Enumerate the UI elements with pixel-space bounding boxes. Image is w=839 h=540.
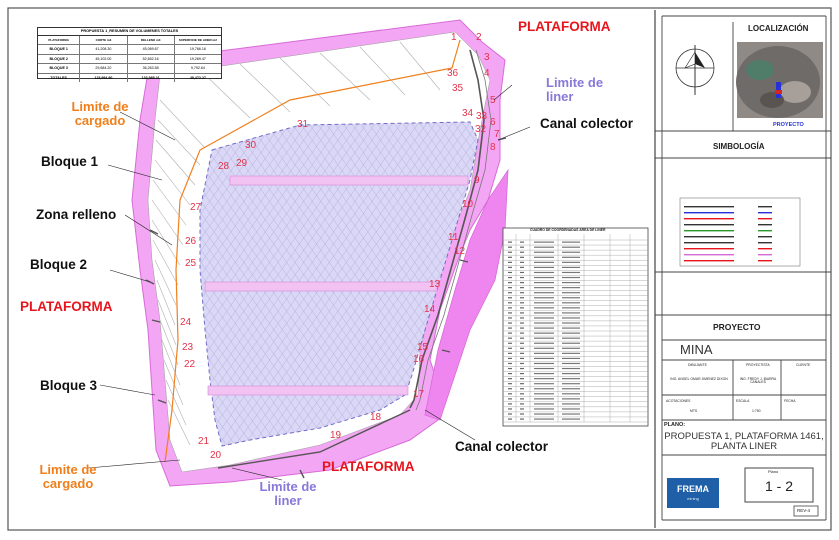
volumes-table-cell: 45,069.67: [128, 45, 175, 53]
coord-table-cell: [534, 338, 554, 339]
coord-table-cell: [562, 307, 580, 308]
point-number-36: 36: [447, 68, 459, 79]
point-number-23: 23: [182, 342, 194, 353]
coord-table-cell: [534, 373, 554, 374]
point-number-2: 2: [476, 32, 482, 43]
volumes-table-cell: 115,994.90: [80, 74, 127, 82]
coord-table-cell: [534, 277, 554, 278]
coord-table-cell: [508, 368, 512, 369]
coord-table-cell: [562, 257, 580, 258]
coord-table-cell: [562, 267, 580, 268]
limite-cargado-label-bottom: Limite de cargado: [39, 462, 97, 491]
coord-table-cell: [534, 252, 554, 253]
coord-table-cell: [562, 327, 580, 328]
coord-table-cell: [520, 302, 524, 303]
volumes-table-title: PROPUESTA 1_RESUMEN DE VOLUMENES TOTALES: [38, 28, 221, 36]
coord-table-cell: [534, 408, 554, 409]
volumes-table-row: [38, 45, 221, 54]
coord-table-cell: [534, 383, 554, 384]
point-number-17: 17: [413, 389, 425, 400]
volumes-table-cell: 133,985.21: [128, 74, 175, 82]
coord-table-cell: [508, 343, 512, 344]
coord-table-cell: [520, 353, 524, 354]
volumes-table-cell: BLOQUE 1: [38, 45, 80, 53]
volumes-table-cell: 41,208.30: [80, 45, 127, 53]
proyecto-tag: PROYECTO: [773, 122, 804, 128]
point-number-28: 28: [218, 161, 230, 172]
coord-table-cell: [520, 393, 524, 394]
legend-entry-symbol: [758, 212, 772, 213]
coord-table-cell: [508, 297, 512, 298]
coord-table-cell: [534, 262, 554, 263]
coordinate-table: [503, 228, 648, 426]
volumes-table-header-cell: SUPERFICIE DE LINER m2: [178, 38, 217, 42]
coord-table-cell: [520, 383, 524, 384]
coord-table-cell: [508, 408, 512, 409]
point-number-8: 8: [490, 142, 496, 153]
coord-table-cell: [562, 282, 580, 283]
coord-table-cell: [562, 343, 580, 344]
volumes-table-cell: 29,684.20: [80, 64, 127, 72]
coord-table-cell: [508, 272, 512, 273]
logo-subtext: mining: [687, 496, 699, 501]
point-number-21: 21: [198, 436, 210, 447]
coord-table-cell: [508, 252, 512, 253]
volumes-table-header: [38, 36, 221, 45]
point-number-31: 31: [297, 119, 309, 130]
role-cliente: CLIENTE: [796, 363, 811, 367]
bloque-2-label: Bloque 2: [30, 257, 88, 272]
coord-table-cell: [520, 368, 524, 369]
coord-table-cell: [520, 378, 524, 379]
point-number-15: 15: [417, 342, 429, 353]
coord-table-cell: [534, 413, 554, 414]
simbologia-heading: SIMBOLOGÍA: [713, 142, 765, 151]
point-number-24: 24: [180, 317, 192, 328]
volumes-table-cell: TOTALES: [38, 74, 80, 82]
coord-table-cell: [534, 378, 554, 379]
coord-table-cell: [534, 267, 554, 268]
canal-colector-label-right: Canal colector: [540, 116, 634, 131]
legend-entry-text: [684, 212, 734, 213]
coord-table-cell: [534, 247, 554, 248]
coord-table-cell: [520, 343, 524, 344]
point-number-29: 29: [236, 158, 248, 169]
coord-table-cell: [508, 282, 512, 283]
coord-table-cell: [562, 418, 580, 419]
coord-table-cell: [534, 333, 554, 334]
coord-table-cell: [534, 368, 554, 369]
point-number-35: 35: [452, 83, 464, 94]
coord-table-cell: [508, 363, 512, 364]
coord-table-cell: [520, 333, 524, 334]
coord-table-cell: [534, 317, 554, 318]
coord-table-cell: [520, 282, 524, 283]
coord-table-cell: [508, 403, 512, 404]
volumes-table-row: [38, 64, 221, 73]
coord-table-cell: [534, 358, 554, 359]
coord-table-cell: [562, 272, 580, 273]
legend-entry-symbol: [758, 260, 772, 261]
meta-escala-label: ESCALA: [736, 399, 750, 403]
legend-entry-symbol: [758, 218, 772, 219]
legend-entry-symbol: [758, 254, 772, 255]
coord-table-cell: [520, 388, 524, 389]
volumes-table-cell: 36,263.58: [128, 64, 175, 72]
coord-table-cell: [508, 267, 512, 268]
legend-entry-symbol: [758, 224, 772, 225]
coord-table-cell: [562, 262, 580, 263]
coord-table-cell: [562, 297, 580, 298]
coord-table-cell: [508, 373, 512, 374]
coord-table-cell: [508, 353, 512, 354]
coord-table-cell: [520, 317, 524, 318]
coord-table-cell: [562, 358, 580, 359]
coord-table-cell: [520, 348, 524, 349]
coord-table-cell: [520, 307, 524, 308]
legend-entry-text: [684, 218, 734, 219]
coord-table-cell: [520, 252, 524, 253]
coord-table-cell: [562, 333, 580, 334]
coord-table-cell: [508, 242, 512, 243]
coord-table-cell: [534, 257, 554, 258]
coord-table-cell: [562, 393, 580, 394]
coord-table-cell: [562, 247, 580, 248]
point-number-6: 6: [490, 117, 496, 128]
revision-label: REV-4: [797, 508, 811, 513]
coord-table-cell: [520, 363, 524, 364]
coord-table-cell: [508, 277, 512, 278]
point-number-4: 4: [484, 68, 490, 79]
point-number-34: 34: [462, 108, 474, 119]
coord-table-cell: [534, 322, 554, 323]
legend-entry-symbol: [758, 248, 772, 249]
bloque-1-label: Bloque 1: [41, 154, 99, 169]
coord-table-cell: [534, 292, 554, 293]
plataforma-label-top: PLATAFORMA: [518, 19, 611, 34]
point-number-13: 13: [429, 279, 441, 290]
coord-table-cell: [562, 292, 580, 293]
plataforma-label-left: PLATAFORMA: [20, 299, 113, 314]
coord-table-cell: [520, 247, 524, 248]
coord-table-cell: [562, 378, 580, 379]
volumes-summary-table: [37, 27, 222, 79]
project-name: MINA: [680, 342, 713, 357]
coord-table-cell: [562, 287, 580, 288]
coord-table-cell: [508, 393, 512, 394]
limite-liner-label-right: Limite de liner: [546, 75, 604, 104]
coord-table-cell: [508, 257, 512, 258]
volumes-table-header-cell: PLATAFORMA: [38, 36, 80, 44]
point-number-7: 7: [494, 129, 500, 140]
coord-table-cell: [534, 388, 554, 389]
coord-table-cell: [508, 247, 512, 248]
coord-table-cell: [520, 257, 524, 258]
coord-table-cell: [520, 267, 524, 268]
sheet-number: 1 - 2: [764, 478, 793, 494]
coord-table-title: CUADRO DE COORDENADAS AREA DE LINER: [530, 228, 606, 232]
coord-table-cell: [508, 333, 512, 334]
coord-table-cell: [520, 398, 524, 399]
legend-entry-text: [684, 236, 734, 237]
bloque-3-label: Bloque 3: [40, 378, 98, 393]
limite-liner-label-bottom: Limite de liner: [259, 479, 317, 508]
legend-entry-text: [684, 230, 734, 231]
point-number-18: 18: [370, 412, 382, 423]
coord-table-cell: [534, 307, 554, 308]
coord-table-cell: [508, 348, 512, 349]
volumes-table-cell: 19,269.47: [189, 56, 206, 61]
volumes-table-cell: 52,652.16: [128, 55, 175, 63]
coord-table-cell: [562, 317, 580, 318]
coord-table-cell: [508, 302, 512, 303]
coord-table-cell: [562, 353, 580, 354]
legend-entry-text: [684, 224, 734, 225]
coord-table-cell: [520, 272, 524, 273]
coord-table-cell: [562, 348, 580, 349]
coord-table-cell: [534, 363, 554, 364]
point-number-32: 32: [475, 124, 487, 135]
canal-colector-label-bottom: Canal colector: [455, 439, 549, 454]
coord-table-cell: [562, 403, 580, 404]
meta-acotaciones-label: ACOTACIONES: [666, 399, 691, 403]
point-number-10: 10: [462, 199, 474, 210]
point-number-30: 30: [245, 140, 257, 151]
coord-table-cell: [508, 287, 512, 288]
coord-table-cell: [562, 398, 580, 399]
coord-table-cell: [562, 383, 580, 384]
point-number-12: 12: [454, 246, 466, 257]
coord-table-cell: [534, 327, 554, 328]
coord-table-cell: [534, 343, 554, 344]
coord-table-cell: [508, 383, 512, 384]
legend-entry-symbol: [758, 242, 772, 243]
coord-table-cell: [534, 242, 554, 243]
coord-table-cell: [534, 302, 554, 303]
role-dibujante: DIBUJANTE: [688, 363, 707, 367]
meta-escala-value: 1:750: [752, 409, 761, 413]
coord-table-cell: [508, 312, 512, 313]
coord-table-cell: [562, 408, 580, 409]
coord-table-cell: [534, 297, 554, 298]
point-number-26: 26: [185, 236, 197, 247]
volumes-table-header-cell: RELLENO m3: [128, 36, 175, 44]
coord-table-cell: [520, 373, 524, 374]
plano-title: PROPUESTA 1, PLATAFORMA 1461, PLANTA LINER: [664, 431, 824, 453]
coord-table-cell: [562, 312, 580, 313]
coord-table-cell: [534, 272, 554, 273]
volumes-table-cell: 45,102.00: [80, 55, 127, 63]
point-number-9: 9: [474, 175, 480, 186]
north-arrow-icon: [676, 45, 714, 95]
coord-table-cell: [520, 297, 524, 298]
coord-table-cell: [520, 242, 524, 243]
coord-table-cell: [520, 358, 524, 359]
point-number-11: 11: [448, 232, 459, 243]
coord-table-cell: [508, 317, 512, 318]
point-number-14: 14: [424, 304, 436, 315]
point-number-27: 27: [190, 202, 202, 213]
coord-table-cell: [520, 287, 524, 288]
coord-table-cell: [534, 312, 554, 313]
localizacion-heading: LOCALIZACIÓN: [748, 24, 809, 33]
coord-table-cell: [520, 277, 524, 278]
point-number-22: 22: [184, 359, 196, 370]
legend-entry-text: [684, 260, 734, 261]
coord-table-cell: [508, 322, 512, 323]
legend-entry-text: [684, 242, 734, 243]
point-number-25: 25: [185, 258, 197, 269]
coord-table-cell: [534, 348, 554, 349]
coord-table-cell: [562, 252, 580, 253]
plataforma-label-bottom: PLATAFORMA: [322, 459, 415, 474]
logo-text: FREMA: [677, 484, 709, 494]
volumes-table-row: [38, 74, 221, 82]
volumes-table-cell: BLOQUE 2: [38, 55, 80, 63]
coord-table-cell: [520, 403, 524, 404]
legend-entry-text: [684, 206, 734, 207]
coord-table-cell: [520, 338, 524, 339]
coord-table-cell: [520, 413, 524, 414]
person-dibujante: ING. ANGEL OMAR JIMENEZ DIXON: [670, 377, 728, 381]
coord-table-cell: [508, 418, 512, 419]
coord-table-cell: [534, 282, 554, 283]
coord-table-cell: [534, 393, 554, 394]
coord-table-cell: [508, 327, 512, 328]
legend-entry-text: [684, 254, 734, 255]
point-number-16: 16: [413, 354, 425, 365]
coord-table-cell: [508, 388, 512, 389]
coord-table-cell: [520, 408, 524, 409]
person-proyectista: ING. FREDY J. IBARRA CANALES: [739, 377, 777, 385]
coord-table-cell: [520, 327, 524, 328]
coord-table-cell: [534, 398, 554, 399]
coord-table-cell: [520, 418, 524, 419]
coord-table-cell: [562, 302, 580, 303]
legend-entry-text: [684, 248, 734, 249]
point-number-5: 5: [490, 95, 496, 106]
legend-entry-symbol: [758, 230, 772, 231]
coord-table-cell: [562, 242, 580, 243]
coord-table-cell: [520, 262, 524, 263]
coord-table-cell: [562, 368, 580, 369]
meta-acotaciones-value: MTS: [690, 409, 698, 413]
coord-table-cell: [562, 413, 580, 414]
coord-table-cell: [508, 292, 512, 293]
coord-table-cell: [508, 307, 512, 308]
volumes-table-header-cell: CORTE m3: [80, 36, 127, 44]
volumes-table-cell: 9,792.64: [190, 66, 205, 71]
legend-entry-symbol: [758, 236, 772, 237]
coord-table-cell: [562, 277, 580, 278]
legend-entry-symbol: [758, 206, 772, 207]
zona-relleno-label: Zona relleno: [36, 207, 117, 222]
volumes-table-cell: 19,766.16: [189, 47, 206, 52]
proyecto-heading: PROYECTO: [713, 322, 761, 332]
coord-table-cell: [508, 378, 512, 379]
coord-table-cell: [562, 373, 580, 374]
volumes-table-row: [38, 55, 221, 64]
meta-fecha-label: FECHA: [784, 399, 796, 403]
coord-table-cell: [562, 388, 580, 389]
role-proyectista: PROYECTISTA: [746, 363, 770, 367]
coord-table-cell: [534, 353, 554, 354]
point-number-19: 19: [330, 430, 342, 441]
sheet-label: Plano: [768, 469, 779, 474]
symbology-legend: [680, 198, 800, 266]
coord-table-cell: [508, 262, 512, 263]
coord-table-cell: [508, 338, 512, 339]
volumes-table-cell: BLOQUE 3: [38, 64, 80, 72]
coord-table-cell: [520, 322, 524, 323]
coord-table-cell: [534, 287, 554, 288]
coord-table-cell: [562, 338, 580, 339]
point-number-1: 1: [451, 32, 457, 43]
volumes-table-cell: 48,472.27: [189, 75, 206, 80]
point-number-20: 20: [210, 450, 222, 461]
point-number-33: 33: [476, 111, 488, 122]
coord-table-cell: [508, 398, 512, 399]
coord-table-cell: [534, 403, 554, 404]
location-map-image: [736, 42, 823, 118]
coord-table-cell: [520, 292, 524, 293]
coord-table-cell: [520, 312, 524, 313]
coord-table-cell: [508, 413, 512, 414]
coord-table-cell: [562, 322, 580, 323]
coord-table-cell: [562, 363, 580, 364]
point-number-3: 3: [484, 52, 490, 63]
limite-cargado-label-top: Limite de cargado: [71, 99, 129, 128]
coord-table-cell: [534, 418, 554, 419]
plano-label: PLANO:: [664, 422, 686, 428]
coord-table-cell: [508, 358, 512, 359]
